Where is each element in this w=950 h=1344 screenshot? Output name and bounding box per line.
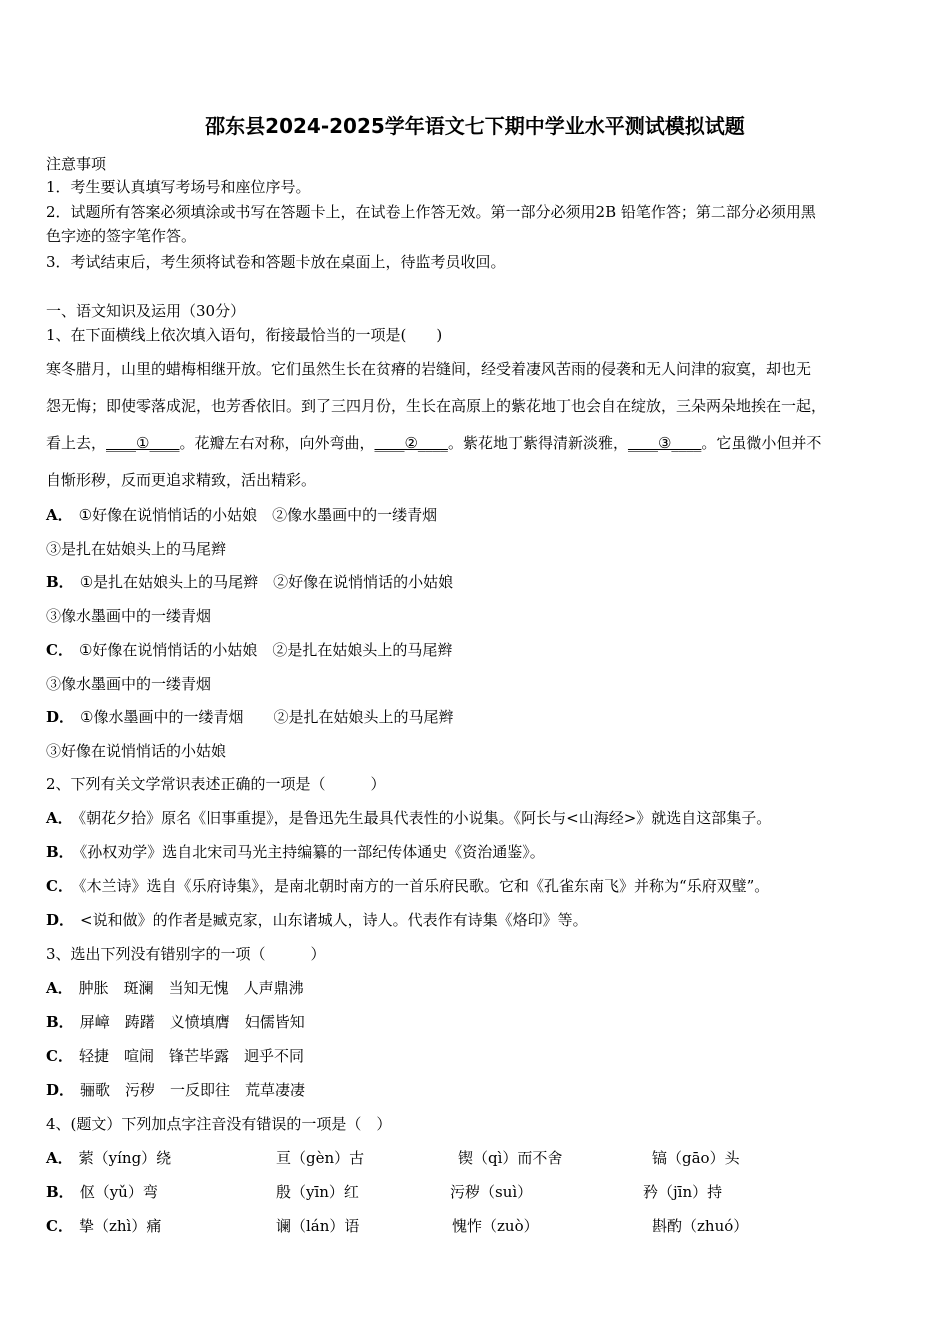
notice-item: 色字迹的签字笔作答。	[46, 227, 197, 245]
passage-text: 。它虽微小但并不	[701, 434, 822, 452]
passage-line: 怨无悔；即使零落成泥，也芳香依旧。到了三四月份，生长在高原上的紫花地丁也会自在绽放，三朵两朵地挨在一起，	[46, 397, 827, 415]
option-b: B． 屏嶂 踌躇 义愤填膺 妇儒皆知	[46, 1013, 305, 1031]
blank-2: ____②____	[374, 434, 448, 452]
option-item: 愧怍（zuò）	[452, 1217, 539, 1235]
option-b: B． 《孙权劝学》选自北宋司马光主持编纂的一部纪传体通史《资治通鉴》。	[46, 843, 545, 861]
passage-text: 看上去，	[46, 434, 107, 452]
option-a: A． 《朝花夕拾》原名《旧事重提》，是鲁迅先生最具代表性的小说集。《阿长与<山海经>》就选自这部集子。	[46, 809, 772, 827]
option-item: 殷（yīn）红	[276, 1183, 359, 1201]
passage-text: 。紫花地丁紫得清新淡雅，	[447, 434, 628, 452]
blank-1: ____①____	[106, 434, 180, 452]
notice-item: 1．考生要认真填写考场号和座位序号。	[46, 178, 311, 196]
passage-line	[46, 431, 821, 455]
option-c: C． 挚（zhì）痛	[46, 1217, 162, 1235]
option-item: 亘（gèn）古	[276, 1149, 365, 1167]
option-b: B． ①是扎在姑娘头上的马尾辫 ②好像在说悄悄话的小姑娘	[46, 573, 454, 591]
question-stem: 2、下列有关文学常识表述正确的一项是（ ）	[46, 775, 386, 793]
option-c-cont: ③像水墨画中的一缕青烟	[46, 675, 212, 693]
passage-text: 。花瓣左右对称，向外弯曲，	[179, 434, 375, 452]
option-a-cont: ③是扎在姑娘头上的马尾辫	[46, 540, 227, 558]
option-d: D． 骊歌 污秽 一反即往 荒草凄凄	[46, 1081, 306, 1099]
passage-line: 寒冬腊月，山里的蜡梅相继开放。它们虽然生长在贫瘠的岩缝间，经受着凄风苦雨的侵袭和无人问津的寂寞，却也无	[46, 360, 812, 378]
blank-3: ____③____	[627, 434, 702, 452]
option-item: 斟酌（zhuó）	[652, 1217, 749, 1235]
option-item: 镐（gāo）头	[652, 1149, 740, 1167]
passage-line: 自惭形秽，反而更追求精致，活出精彩。	[46, 471, 317, 489]
option-item: 谰（lán）语	[276, 1217, 360, 1235]
option-b: B． 伛（yǔ）弯	[46, 1183, 158, 1201]
option-item: 矜（jīn）持	[643, 1183, 723, 1201]
option-d-cont: ③好像在说悄悄话的小姑娘	[46, 742, 227, 760]
option-c: C． 《木兰诗》选自《乐府诗集》，是南北朝时南方的一首乐府民歌。它和《孔雀东南飞》并称为“乐府双璧”。	[46, 877, 770, 895]
option-item: 锲（qì）而不舍	[458, 1149, 563, 1167]
option-d: D． <说和做》的作者是臧克家，山东诸城人，诗人。代表作有诗集《烙印》等。	[46, 911, 588, 929]
notice-heading: 注意事项	[46, 155, 107, 173]
page-title: 邵东县2024-2025学年语文七下期中学业水平测试模拟试题	[205, 114, 745, 138]
section-heading: 一、语文知识及运用（30分）	[46, 302, 246, 320]
option-b-cont: ③像水墨画中的一缕青烟	[46, 607, 212, 625]
option-a: A． 萦（yíng）绕	[46, 1149, 172, 1167]
option-item: 污秽（suì）	[450, 1183, 533, 1201]
notice-item: 2．试题所有答案必须填涂或书写在答题卡上，在试卷上作答无效。第一部分必须用2B 铅笔作答；第二部分必须用黑	[46, 203, 816, 221]
option-c: C． ①好像在说悄悄话的小姑娘 ②是扎在姑娘头上的马尾辫	[46, 641, 453, 659]
notice-item: 3．考试结束后，考生须将试卷和答题卡放在桌面上，待监考员收回。	[46, 253, 506, 271]
question-stem: 3、选出下列没有错别字的一项（ ）	[46, 945, 326, 963]
option-c: C． 轻捷 喧闹 锋芒毕露 迥乎不同	[46, 1047, 304, 1065]
question-stem: 4、(题文）下列加点字注音没有错误的一项是（ ）	[46, 1115, 392, 1133]
option-a: A． ①好像在说悄悄话的小姑娘 ②像水墨画中的一缕青烟	[46, 506, 438, 524]
question-stem: 1、在下面横线上依次填入语句，衔接最恰当的一项是( )	[46, 326, 443, 344]
option-a: A． 肿胀 斑澜 当知无愧 人声鼎沸	[46, 979, 304, 997]
option-d: D． ①像水墨画中的一缕青烟 ②是扎在姑娘头上的马尾辫	[46, 708, 454, 726]
